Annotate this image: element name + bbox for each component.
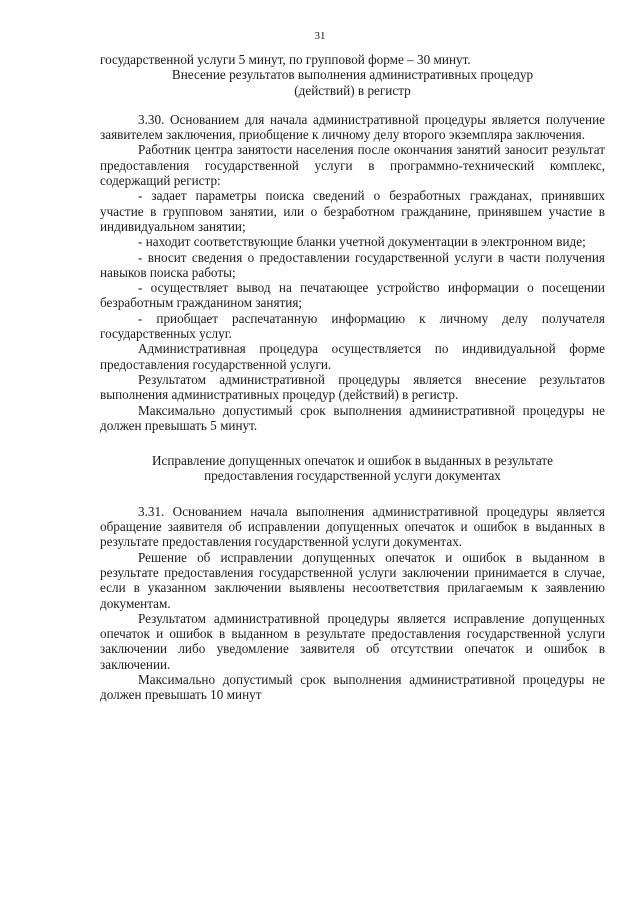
page-body <box>100 52 605 703</box>
paragraph-result-correction: Результатом административной процедуры является исправление допущенных опечаток и ошибок в выданном в результате предоставления государственной услуги заключении либо уведомление заявителя об отсутствии опечаток и ошибок в заключении. <box>100 610 605 672</box>
list-item-find-forms: - находит соответствующие бланки учетной документации в электронном виде; <box>138 234 586 250</box>
paragraph-max-time-10: Максимально допустимый срок выполнения административной процедуры не должен превышать 10 минут <box>100 671 605 703</box>
section-heading-register: Внесение результатов выполнения административных процедур (действий) в регистр <box>171 67 534 98</box>
paragraph-max-time-5: Максимально допустимый срок выполнения административной процедуры не должен превышать 5 минут. <box>100 402 605 433</box>
paragraph-admin-form: Административная процедура осуществляется по индивидуальной форме предоставления государственной услуги. <box>100 341 605 372</box>
page-number: 31 <box>314 30 326 42</box>
paragraph-worker: Работник центра занятости населения после окончания занятий заносит результат предоставления государственной услуги в программно-технический комплекс, содержащий регистр: <box>100 142 605 189</box>
list-item-attach: - приобщает распечатанную информацию к личному делу получателя государственных услуг. <box>100 310 605 342</box>
paragraph-3-31: 3.31. Основанием начала выполнения административной процедуры является обращение заявителя об исправлении допущенных опечаток и ошибок в выданных в результате предоставления государственной услуги документах. <box>100 503 605 550</box>
paragraph-decision: Решение об исправлении допущенных опечаток и ошибок в выданном в результате предоставления государственной услуги заключении принимается в случае, если в указанном заключении выявлены несоответствия прилагаемым к заявлению документам. <box>100 549 605 611</box>
continuation-line: государственной услуги 5 минут, по групповой форме – 30 минут. <box>100 52 471 67</box>
section-heading-corrections: Исправление допущенных опечаток и ошибок в выданных в результате предоставления государственной услуги документах <box>151 453 554 484</box>
paragraph-3-30: 3.30. Основанием для начала административной процедуры является получение заявителем заключения, приобщение к личному делу второго экземпляра заключения. <box>100 111 605 143</box>
paragraph-result-register: Результатом административной процедуры является внесение результатов выполнения административных процедур (действий) в регистр. <box>100 371 605 403</box>
list-item-print: - осуществляет вывод на печатающее устройство информации о посещении безработным гражданином занятия; <box>100 280 605 311</box>
list-item-set-params: - задает параметры поиска сведений о безработных гражданах, принявших участие в групповом занятии, или о безработном гражданине, принявшем участие в индивидуальном занятии; <box>100 188 605 234</box>
list-item-enter-info: - вносит сведения о предоставлении государственной услуги в части получения навыков поиска работы; <box>100 249 605 280</box>
